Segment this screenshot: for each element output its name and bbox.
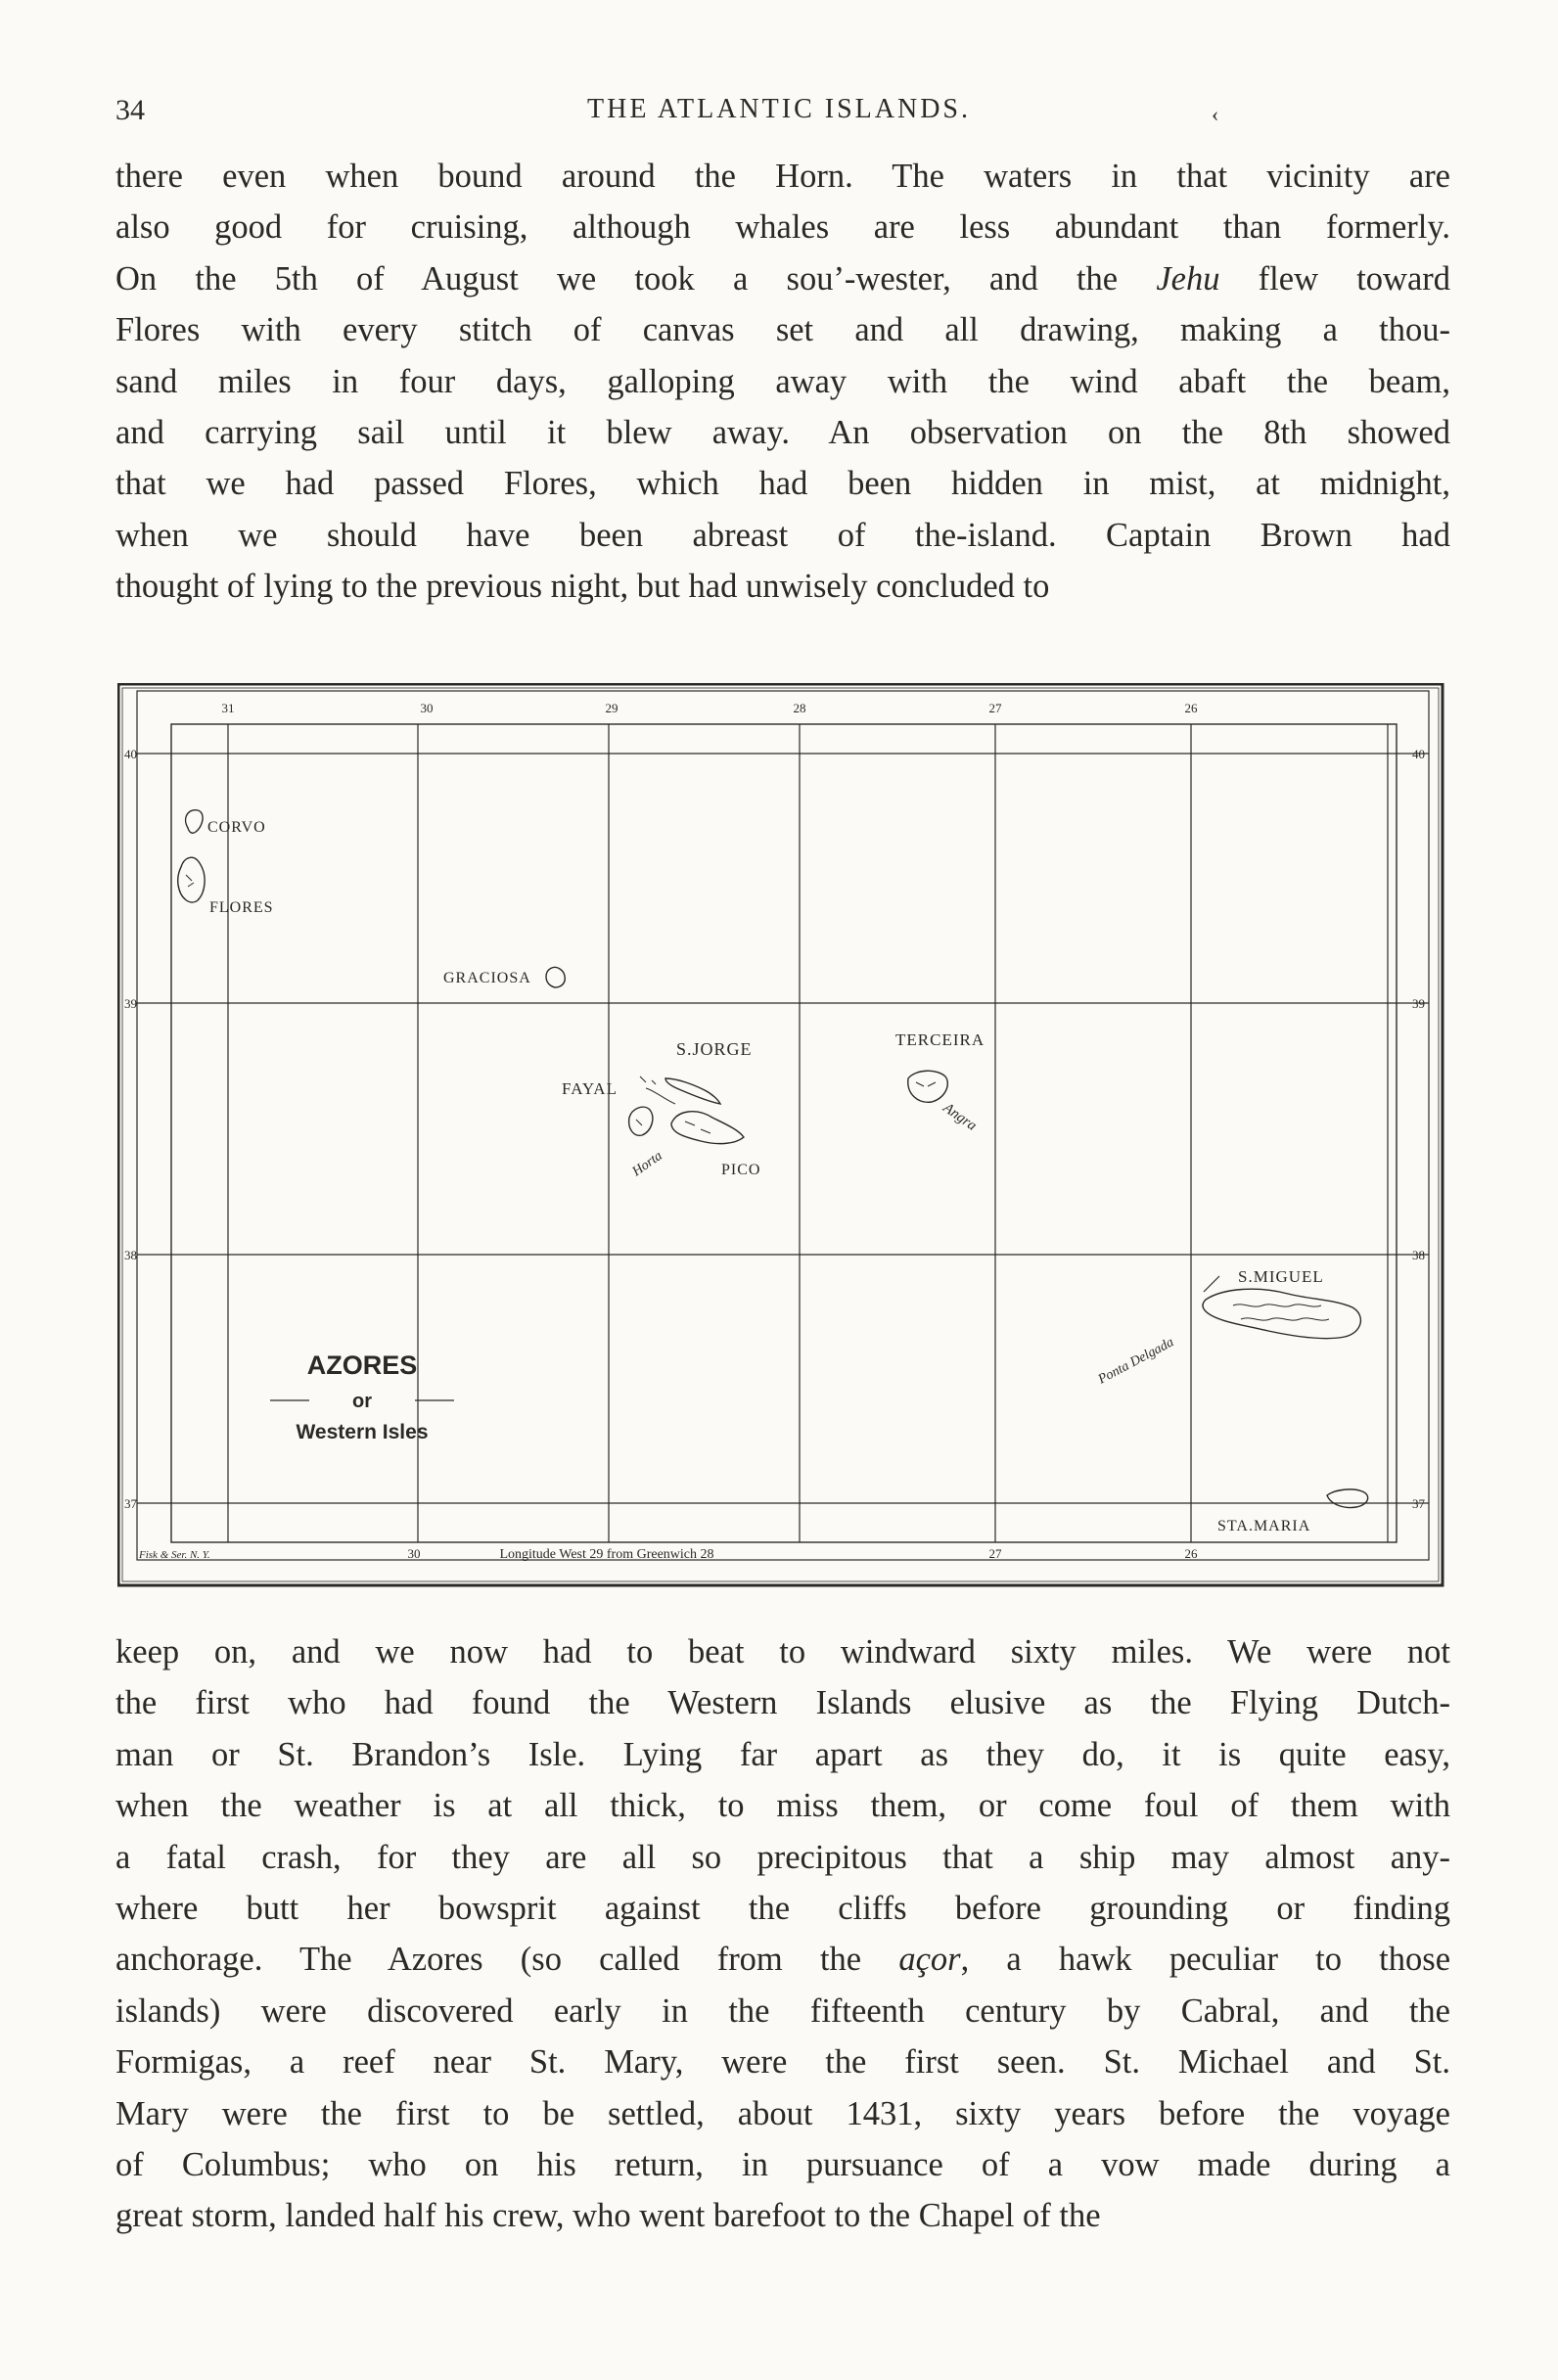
text-line: great storm, landed half his crew, who went barefoot to the Chapel of the (115, 2197, 1101, 2235)
stamaria-island-shape (1327, 1489, 1368, 1508)
lat-label-37-right: 37 (1412, 1496, 1425, 1511)
printer-mark: ‹ (1212, 102, 1219, 126)
text-line: when we should have been abreast of the‑island. Captain Brown had (115, 516, 1450, 554)
azores-map (117, 683, 1444, 1591)
flores-label: FLORES (209, 899, 274, 916)
smiguel-label: S.MIGUEL (1238, 1267, 1324, 1286)
lat-label-37-left: 37 (124, 1496, 137, 1511)
pico-label: PICO (721, 1162, 761, 1178)
text-line: man or St. Brandon’s Isle. Lying far apart as they do, it is quite easy, (115, 1735, 1450, 1773)
lon-label-30: 30 (420, 701, 434, 715)
text-line: sand miles in four days, galloping away with the wind abaft the beam, (115, 362, 1450, 400)
stamaria-label: STA.MARIA (1217, 1518, 1311, 1534)
page-number: 34 (115, 94, 145, 126)
paragraph-top (115, 151, 1450, 613)
lat-label-40-right: 40 (1412, 747, 1425, 761)
text-line: Flores with every stitch of canvas set and all drawing, making a thou- (115, 311, 1450, 349)
text-line: also good for cruising, although whales are less abundant than formerly. (115, 208, 1450, 247)
fayal-label: FAYAL (562, 1079, 618, 1098)
smiguel-island-shape (1203, 1289, 1360, 1338)
ponta-delgada-label: Ponta Delgada (1095, 1335, 1177, 1388)
lon-label-28: 28 (793, 701, 806, 715)
engraver-credit: Fisk & Ser. N. Y. (139, 1549, 210, 1561)
terceira-island-shape (908, 1071, 948, 1102)
text-line: islands) were discovered early in the fifteenth century by Cabral, and the (115, 1991, 1450, 2030)
text-line: of Columbus; who on his return, in pursuance of a vow made during a (115, 2145, 1450, 2183)
parallels (137, 754, 1429, 1503)
fayal-island-shape (629, 1107, 653, 1135)
running-header (115, 94, 1443, 133)
footer-lon-26: 26 (1184, 1546, 1198, 1561)
text-line: when the weather is at all thick, to miss them, or come foul of them with (115, 1787, 1450, 1825)
paragraph-bottom (115, 1626, 1450, 2242)
horta-label: Horta (629, 1148, 665, 1180)
map-outer-border (118, 684, 1443, 1585)
text-line: thought of lying to the previous night, but had unwisely concluded to (115, 568, 1050, 606)
map-title-main: AZORES (306, 1350, 418, 1380)
lat-label-38-left: 38 (124, 1248, 137, 1262)
text-line: On the 5th of August we took a sou’-wester, and the Jehu flew toward (115, 259, 1451, 298)
map-title-or: or (352, 1391, 372, 1412)
lat-label-39-right: 39 (1412, 996, 1425, 1011)
text-line: Formigas, a reef near St. Mary, were the first seen. St. Michael and St. (115, 2043, 1450, 2082)
lon-label-27: 27 (988, 701, 1002, 715)
graciosa-label: GRACIOSA (443, 970, 531, 986)
sjorge-island-shape (665, 1078, 720, 1104)
lon-label-31: 31 (221, 701, 235, 715)
map-title-sub: Western Isles (296, 1421, 429, 1443)
text-line: Mary were the first to be settled, about 1431, sixty years before the voyage (115, 2094, 1450, 2132)
lat-label-38-right: 38 (1412, 1248, 1425, 1262)
corvo-island-shape (186, 810, 203, 833)
footer-caption: Longitude West 29 from Greenwich 28 (499, 1547, 714, 1562)
text-line: anchorage. The Azores (so called from the açor, a hawk peculiar to those (115, 1941, 1451, 1979)
corvo-label: CORVO (207, 819, 266, 836)
text-line: a fatal crash, for they are all so precipitous that a ship may almost any- (115, 1838, 1450, 1876)
map-inner-border (171, 724, 1397, 1542)
running-title: THE ATLANTIC ISLANDS. (587, 94, 971, 124)
graciosa-island-shape (546, 967, 565, 986)
terceira-label: TERCEIRA (895, 1030, 985, 1049)
angra-label: Angra (939, 1100, 980, 1134)
text-line: keep on, and we now had to beat to windward sixty miles. We were not (115, 1633, 1450, 1671)
text-line: and carrying sail until it blew away. An observation on the 8th showed (115, 413, 1450, 451)
text-line: there even when bound around the Horn. The waters in that vicinity are (115, 158, 1450, 195)
lat-label-40-left: 40 (124, 747, 137, 761)
pico-island-shape (671, 1112, 744, 1144)
text-line: the first who had found the Western Islands elusive as the Flying Dutch- (115, 1684, 1450, 1722)
lon-label-29: 29 (605, 701, 619, 715)
sjorge-label: S.JORGE (676, 1039, 753, 1059)
meridians (228, 724, 1388, 1542)
text-line: that we had passed Flores, which had been hidden in mist, at midnight, (115, 465, 1450, 503)
footer-lon-27: 27 (988, 1546, 1002, 1561)
footer-lon-30: 30 (407, 1546, 421, 1561)
lat-label-39-left: 39 (124, 996, 137, 1011)
lon-label-26: 26 (1184, 701, 1198, 715)
text-line: where butt her bowsprit against the cliffs before grounding or finding (115, 1889, 1450, 1927)
